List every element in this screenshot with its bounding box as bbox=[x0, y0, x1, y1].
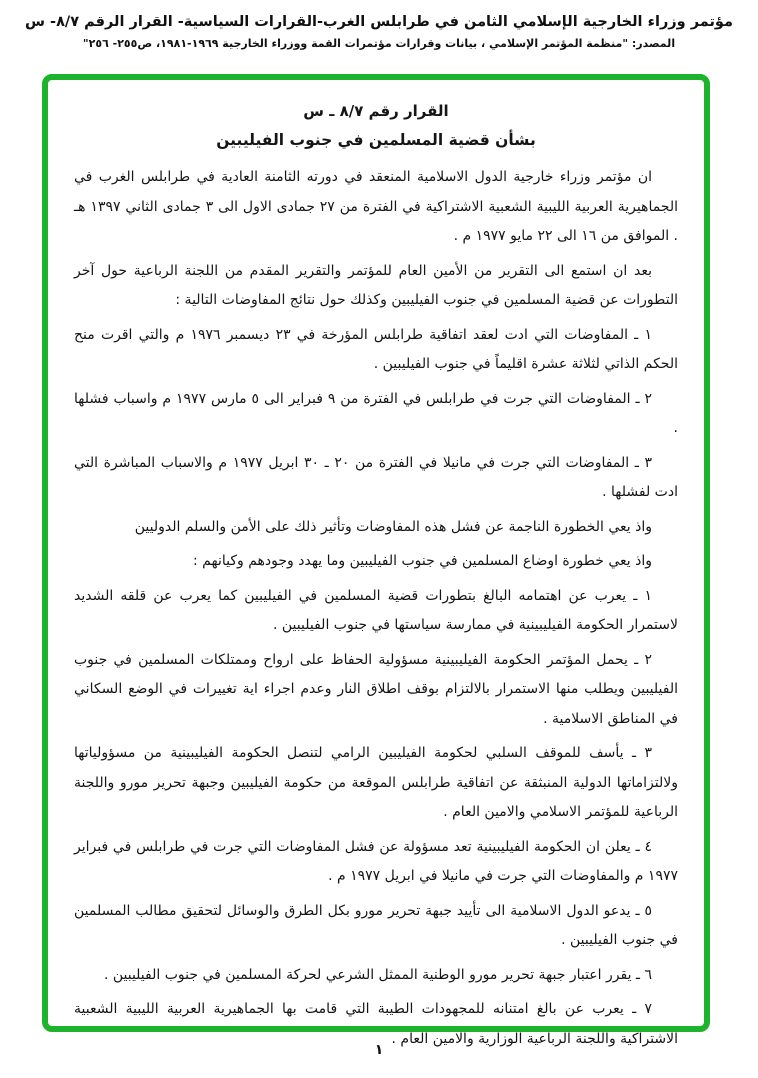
resolution-item-7: ٧ ـ يعرب عن بالغ امتنانه للمجهودات الطيبة التي قامت بها الجماهيرية العربية الليبية الشعبية الاشتراكية واللجنة الرباعية الوزارية والامين العام . bbox=[74, 1001, 678, 1047]
negotiation-item-2: ٢ ـ المفاوضات التي جرت في طرابلس في الفترة من ٩ فبراير الى ٥ مارس ١٩٧٧ م واسباب فشلها . bbox=[74, 390, 678, 436]
resolution-item-5: ٥ ـ يدعو الدول الاسلامية الى تأييد جبهة تحرير مورو بكل الطرق والوسائل لتحقيق مطالب المسلمين في جنوب الفيليبين . bbox=[74, 902, 678, 948]
resolution-number-title: القرار رقم ٨/٧ ـ س bbox=[303, 102, 449, 120]
resolution-item-6: ٦ ـ يقرر اعتبار جبهة تحرير مورو الوطنية الممثل الشرعي لحركة المسلمين في جنوب الفيليبين . bbox=[103, 966, 652, 983]
header-source-title: مؤتمر وزراء الخارجية الإسلامي الثامن في طرابلس الغرب-القرارات السياسية- القرار الرقم ٨/٧- س bbox=[25, 14, 733, 30]
resolution-subject-title: بشأن قضية المسلمين في جنوب الفيليبين bbox=[216, 131, 536, 149]
considering-clause-1: واذ يعي الخطورة الناجمة عن فشل هذه المفاوضات وتأثير ذلك على الأمن والسلم الدوليين bbox=[134, 518, 652, 535]
negotiation-item-1: ١ ـ المفاوضات التي ادت لعقد اتفاقية طرابلس المؤرخة في ٢٣ ديسمبر ١٩٧٦ م والتي اقرت منح الحكم الذاتي لثلاثة عشرة اقليماً في جنوب الفيليبين . bbox=[74, 326, 678, 372]
header-source-citation: المصدر: "منظمة المؤتمر الإسلامي ، بيانات وقرارات مؤتمرات القمة ووزراء الخارجية ١٩٦٩-١٩٨١، ص٢٥٥- ٢٥٦" bbox=[82, 37, 676, 50]
resolution-item-3: ٣ ـ يأسف للموقف السلبي لحكومة الفيليبين الرامي لتنصل الحكومة الفيليبينية من مسؤولياتها ولالتزاماتها الدولية المنبثقة عن اتفاقية طرابلس الموقعة من حكومة الفيليبين وجبهة تحرير مورو واللجنة الرباعية للمؤتمر الاسلامي والامين العام . bbox=[74, 745, 678, 820]
resolution-item-4: ٤ ـ يعلن ان الحكومة الفيليبينية تعد مسؤولة عن فشل المفاوضات التي جرت في طرابلس في فبراير ١٩٧٧ م والمفاوضات التي جرت في مانيلا في ابريل ١٩٧٧ م . bbox=[74, 838, 678, 884]
intro-paragraph-1: ان مؤتمر وزراء خارجية الدول الاسلامية المنعقد في دورته الثامنة العادية في طرابلس الغرب في الجماهيرية العربية الليبية الشعبية الاشتراكية في الفترة من ٢٧ جمادى الاول الى ٣ جمادى الثاني ١٣٩٧ هـ . الموافق من ١٦ الى ٢٢ مايو ١٩٧٧ م . bbox=[74, 169, 678, 244]
resolution-item-2: ٢ ـ يحمل المؤتمر الحكومة الفيليبينية مسؤولية الحفاظ على ارواح وممتلكات المسلمين في جنوب الفيليبين ويطلب منها الاستمرار بالالتزام بوقف اطلاق النار وعدم اجراء اية تغييرات في الوضع السكاني في المناطق الاسلامية . bbox=[74, 651, 678, 727]
resolution-item-1: ١ ـ يعرب عن اهتمامه البالغ بتطورات قضية المسلمين في الفيليبين كما يعرب عن قلقه الشديد لاستمرار الحكومة الفيليبينية في ممارسة سياستها في جنوب الفيليبين . bbox=[74, 587, 678, 633]
page-header bbox=[0, 14, 758, 50]
page-number: ١ bbox=[374, 1042, 384, 1058]
intro-paragraph-2: بعد ان استمع الى التقرير من الأمين العام للمؤتمر والتقرير المقدم من اللجنة الرباعية حول آخر التطورات عن قضية المسلمين في جنوب الفيليبين وكذلك حول نتائج المفاوضات التالية : bbox=[74, 262, 678, 308]
considering-clause-2: واذ يعي خطورة اوضاع المسلمين في جنوب الفيليبين وما يهدد وجودهم وكيانهم : bbox=[193, 553, 652, 569]
document-content bbox=[74, 102, 678, 1054]
negotiation-item-3: ٣ ـ المفاوضات التي جرت في مانيلا في الفترة من ٢٠ ـ ٣٠ ابريل ١٩٧٧ م والاسباب المباشرة التي ادت لفشلها . bbox=[74, 454, 678, 500]
document-frame bbox=[42, 74, 710, 1047]
